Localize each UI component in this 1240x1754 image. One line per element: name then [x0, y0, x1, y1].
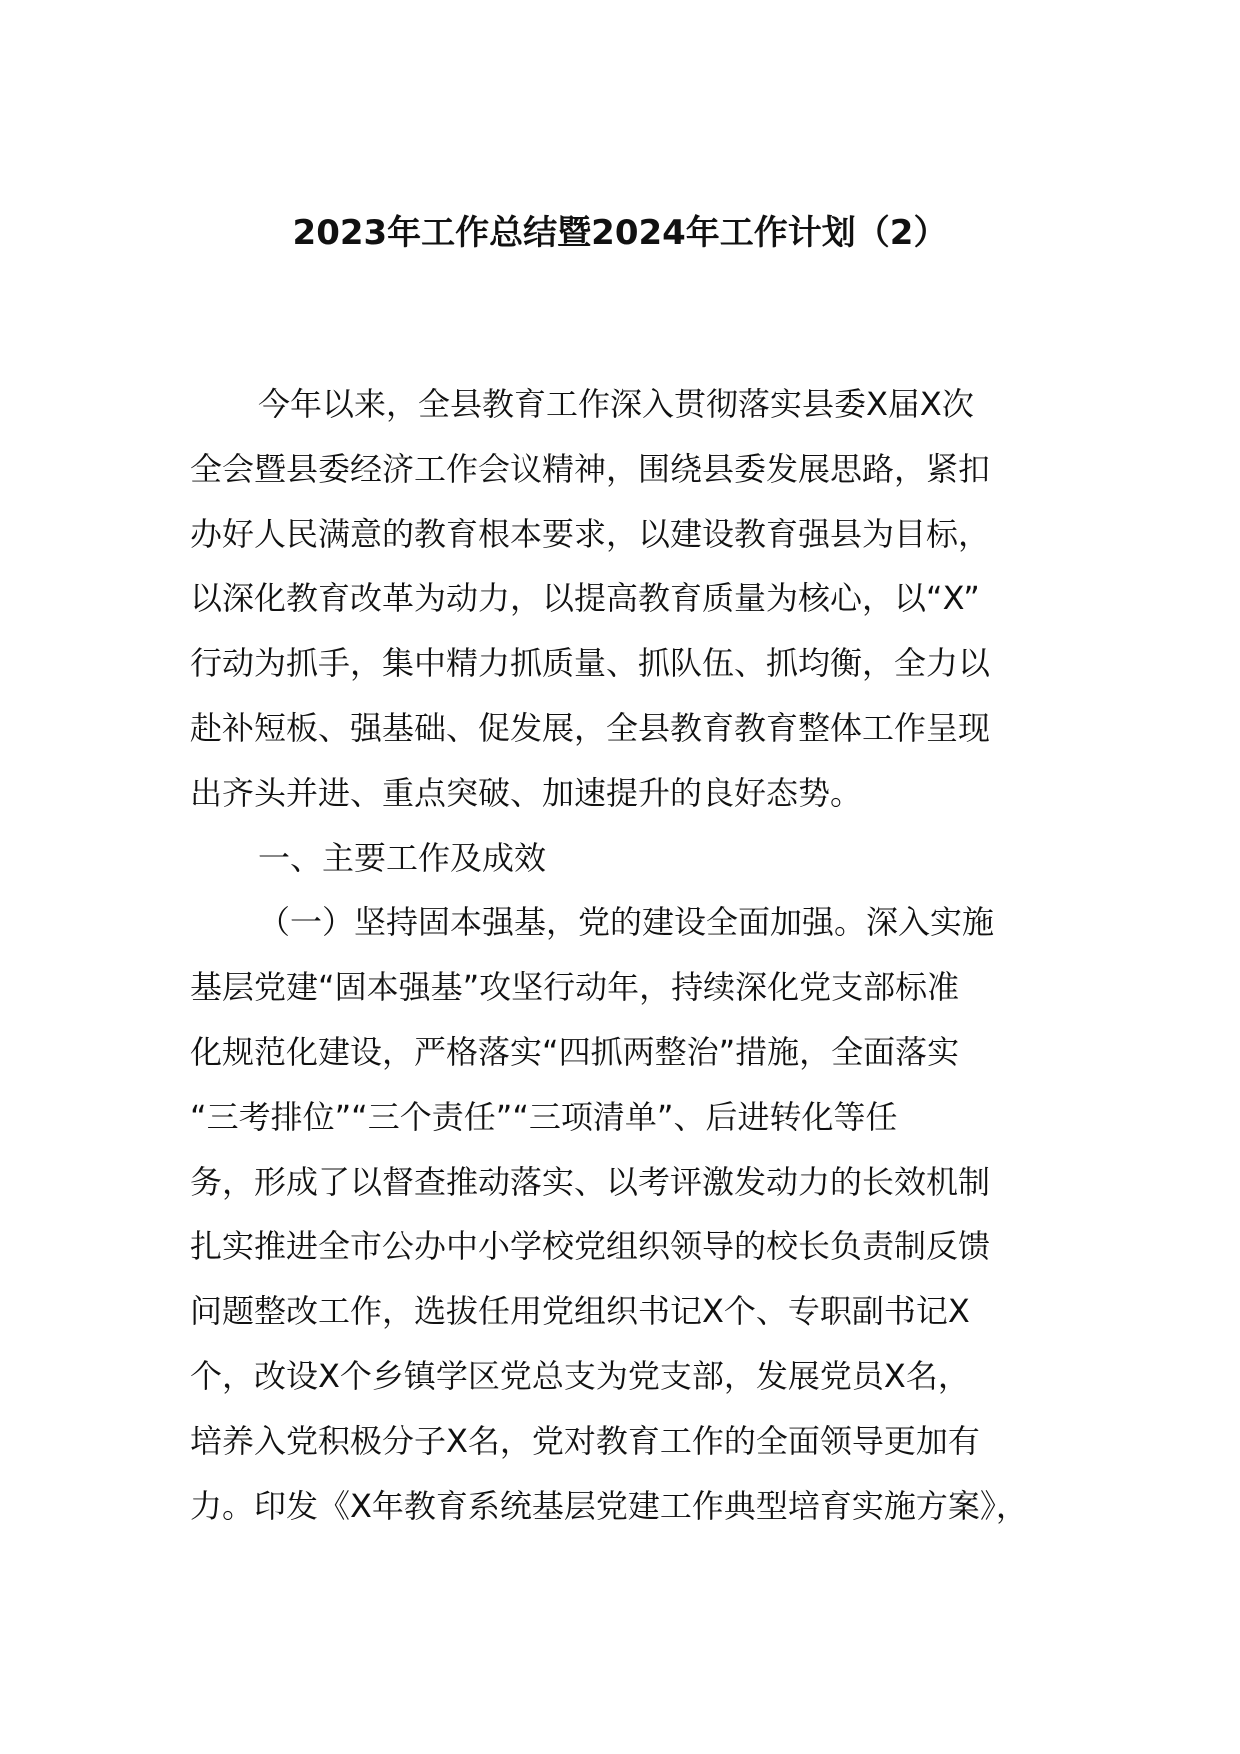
paragraph-line: 办好人民满意的教育根本要求，以建设教育强县为目标， — [190, 514, 991, 553]
paragraph-line: 扎实推进全市公办中小学校党组织领导的校长负责制反馈 — [190, 1227, 991, 1266]
paragraph-line: （一）坚持固本强基，党的建设全面加强。深入实施 — [258, 903, 995, 942]
paragraph-line: 全会暨县委经济工作会议精神，围绕县委发展思路，紧扣 — [190, 449, 991, 488]
document-title: 2023年工作总结暨2024年工作计划（2） — [292, 213, 948, 253]
paragraph-line: 今年以来，全县教育工作深入贯彻落实县委X届X次 — [258, 385, 974, 423]
section-heading: 一、主要工作及成效 — [258, 838, 547, 877]
paragraph-line: 化规范化建设，严格落实“四抓两整治”措施，全面落实 — [190, 1032, 960, 1071]
paragraph-line: 务，形成了以督查推动落实、以考评激发动力的长效机制 — [190, 1162, 991, 1201]
paragraph-line: 行动为抓手，集中精力抓质量、抓队伍、抓均衡，全力以 — [190, 644, 991, 683]
paragraph-line: 以深化教育改革为动力，以提高教育质量为核心，以“X” — [190, 579, 980, 618]
paragraph-line: 问题整改工作，选拔任用党组织书记X个、专职副书记X — [190, 1292, 970, 1331]
paragraph-line: 赴补短板、强基础、促发展，全县教育教育整体工作呈现 — [190, 708, 991, 747]
paragraph-line: 培养入党积极分子X名，党对教育工作的全面领导更加有 — [190, 1421, 980, 1460]
paragraph-line: “三考排位”“三个责任”“三项清单”、后进转化等任 — [190, 1097, 898, 1136]
document-body — [190, 372, 1070, 1538]
paragraph-line: 基层党建“固本强基”攻坚行动年，持续深化党支部标准 — [190, 968, 960, 1007]
paragraph-line: 个，改设X个乡镇学区党总支为党支部，发展党员X名， — [190, 1356, 970, 1395]
paragraph-line: 力。印发《X年教育系统基层党建工作典型培育实施方案》， — [190, 1486, 1028, 1525]
paragraph-line: 出齐头并进、重点突破、加速提升的良好态势。 — [190, 773, 863, 812]
